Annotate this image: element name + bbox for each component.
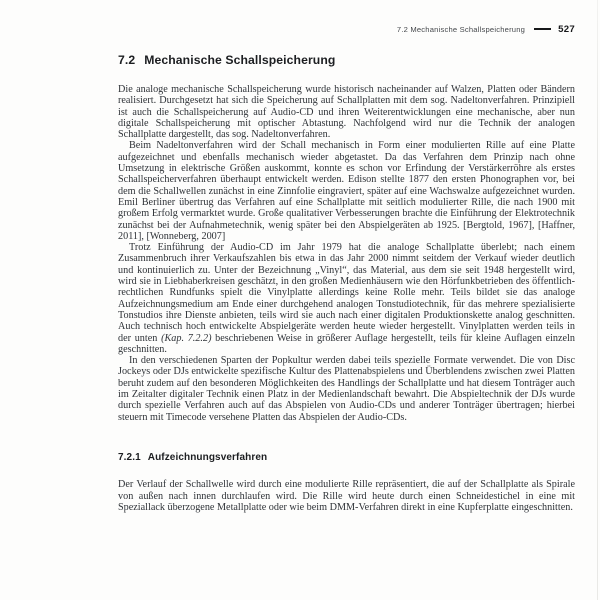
chapter-cross-reference: (Kap. 7.2.2) <box>161 332 212 344</box>
subsection-heading-number: 7.2.1 <box>118 451 141 463</box>
subsection-heading-title: Aufzeichnungsverfahren <box>147 451 268 463</box>
running-head <box>118 24 575 35</box>
paragraph-intro: Die analoge mechanische Schallspeicherung wurde historisch nacheinander auf Walzen, Platten oder Bändern realisiert. Durchgesetzt hat sich die Speicherung auf Schallplatten mit dem sog. Nadeltonverfahren. Prinzipiell ist auch die Schallspeicherung auf Audio-CD und ihren Weiterentwicklungen eine mechanische, aber nun digitale Schallspeicherung mit optischer Abtastung. Nachfolgend wird nur die Technik der analogen Schallplatte dargestellt, das sog. Nadeltonverfahren. <box>118 84 575 141</box>
paragraph-vinyl-text-end: beschriebenen Weise in größerer Auflage hergestellt, teils für kleine Auflagen einzeln geschnitten. <box>118 332 575 355</box>
paragraph-vinyl <box>118 242 575 355</box>
paragraph-popkultur: In den verschiedenen Sparten der Popkultur werden dabei teils spezielle Formate verwendet. Die von Disc Jockeys oder DJs entwickelte spezifische Kultur des Plattenabspielens und Überblendens zwischen zwei Platten beruht zudem auf den besonderen Möglichkeiten des Handlings der Schallplatte und hat diesem Tonträger auch im Zeitalter digitaler Technik einen Platz in der Medienlandschaft bewahrt. Die Abspieltechnik der DJs wurde durch spezielle Verfahren auch auf das Abspielen von Audio-CDs und anderer Tonträger übertragen; hierbei steuern mit Timecode versehene Platten das Abspielen der Audio-CDs. <box>118 355 575 423</box>
body-text-block <box>118 84 575 513</box>
section-heading-number: 7.2 <box>118 53 136 67</box>
section-heading <box>118 53 335 67</box>
section-heading-title: Mechanische Schallspeicherung <box>144 53 336 67</box>
subsection-heading <box>118 452 575 463</box>
page-edge-line <box>597 0 598 600</box>
paragraph-nadelton: Beim Nadeltonverfahren wird der Schall mechanisch in Form einer modulierten Rille auf eine Platte aufgezeichnet und ebenfalls mechanisch wieder abgetastet. Da das Verfahren dem Prinzip nach ohne Umsetzung in elektrische Größen auskommt, konnte es schon vor Erfindung der Verstärkerröhre als erstes Schallspeicherverfahren überhaupt entwickelt werden. Edison stellte 1877 den ersten Phonographen vor, bei dem die Schallwellen zunächst in eine Zinnfolie eingraviert, später auf eine Wachswalze aufgezeichnet wurden. Emil Berliner übertrug das Verfahren auf eine Schallplatte mit seitlich modulierter Rille, die nach 1900 mit großem Erfolg vermarktet wurde. Große qualitativer Verbesserungen brachte die Einführung der Elektrotechnik zunächst bei der Aufnahmetechnik, wenig später bei den Abspielgeräten ab 1925. [Bergtold, 1967], [Haffner, 2011], [Wonneberg, 2007] <box>118 140 575 242</box>
running-head-divider-dash <box>534 28 551 30</box>
paragraph-vinyl-text-start: Trotz Einführung der Audio-CD im Jahr 1979 hat die analoge Schallplatte überlebt; nach einem Zusammenbruch ihrer Verkaufszahlen bis etwa in das Jahr 2000 nimmt seitdem der Verkauf wieder deutlich und kontinuierlich zu. Unter der Bezeichnung „Vinyl“, das Material, aus dem sie seit 1948 hergestellt wird, wird sie in Liebhaberkreisen geschätzt, in den großen Medienhäusern wie den Hörfunkbetrieben des öffentlich-rechtlichen Rundfunks spielt die Vinylplatte allerdings keine Rolle mehr. Teils bildet sie das analoge Aufzeichnungsmedium am Ende einer durchgehend analogen Tonstudiotechnik, für das mehrere spezialisierte Tonstudios ihre Dienste anbieten, teils wird sie auch nach einer digitalen Produktionskette analog geschnitten. Auch technisch hoch entwickelte Abspielgeräte werden heute wieder hergestellt. Vinylplatten werden teils in der unten <box>118 242 575 344</box>
paragraph-aufzeichnung: Der Verlauf der Schallwelle wird durch eine modulierte Rille repräsentiert, die auf der Schallplatte als Spirale von außen nach innen durchlaufen wird. Die Rille wird heute durch einen Schneidestichel in eine mit Speziallack überzogene Metallplatte oder wie beim DMM-Verfahren direkt in eine Kupferplatte eingeschnitten. <box>118 479 575 513</box>
running-head-section-label: 7.2 Mechanische Schallspeicherung <box>396 25 526 34</box>
page-number: 527 <box>558 24 575 35</box>
